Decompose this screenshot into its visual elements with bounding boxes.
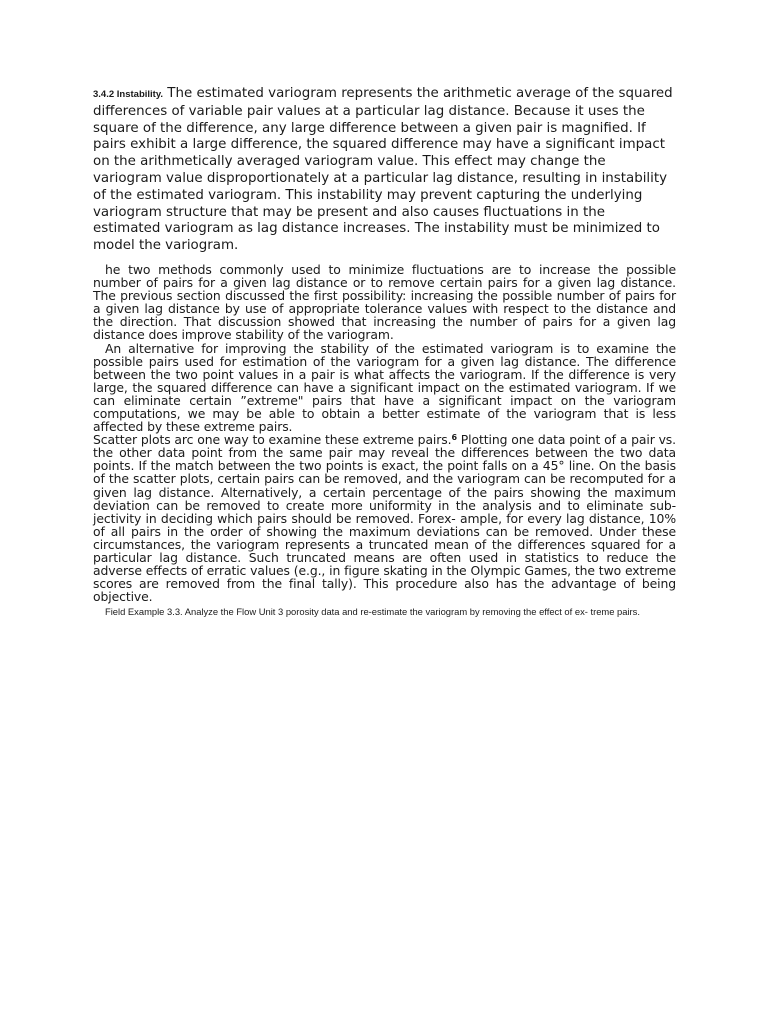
field-example-caption: Field Example 3.3. Analyze the Flow Unit 3 porosity data and re-estimate the variogram by removing the effect of ex- treme pairs. — [105, 606, 640, 618]
alternative-paragraph: An alternative for improving the stability of the estimated variogram is to examine the possible pairs used for estimation of the variogram for a given lag distance. The difference between the two point values in a pair is what affects the variogram. If the difference is very large, the squared difference can have a significant impact on the estimated variogram. If we can eliminate certain ”extreme" pairs that have a significant impact on the variogram computations, we may be able to obtain a better estimate of the variogram that is less affected by these extreme pairs. — [93, 340, 676, 435]
scatter-rest-text: Plotting one data point of a pair vs. the other data point from the same pair may reveal the differences between the two data points. If the match between the two points is exact, the point falls on a 45° line. On the basis of the scatter plots, certain pairs can be removed, and the variogram can be recomputed for a given lag distance. Alternatively, a certain percentage of the pairs showing the maximum deviation can be removed to create more uniformity in the analysis and to eliminate sub- jectivity in deciding which pairs should be removed. Forex- ample, for every lag distance, 10% of all pairs in the order of showing the maximum deviations can be removed. Under these circumstances, the variogram represents a truncated mean of the differences squared for a particular lag distance. Such truncated means are often used in statistics to reduce the adverse effects of erratic values (e.g., in figure skating in the Olympic Games, the two extreme scores are removed from the final tally). This procedure also has the advantage of being objective. — [93, 432, 676, 605]
methods-paragraph: he two methods commonly used to minimize fluctuations are to increase the possible number of pairs for a given lag distance or to remove certain pairs for a given lag distance. The previous section discussed the first possibility: increasing the possible number of pairs for a given lag distance by use of appropriate tolerance values with respect to the distance and the direction. That discussion showed that increasing the number of pairs for a given lag distance does improve stability of the variogram. — [93, 261, 676, 343]
scatter-plots-paragraph — [93, 433, 676, 603]
instability-intro-paragraph — [93, 86, 676, 255]
intro-text: The estimated variogram represents the arithmetic average of the squared differences of variable pair values at a particular lag distance. Because it uses the square of the difference, any large difference between a given pair is magnified. If pairs exhibit a large difference, the squared difference may have a significant impact on the arithmetically averaged variogram value. This effect may change the variogram value disproportionately at a particular lag distance, resulting in instability of the estimated variogram. This instability may prevent capturing the underlying variogram structure that may be present and also causes fluctuations in the estimated variogram as lag distance increases. The instability must be minimized to model the variogram. — [93, 86, 673, 254]
section-heading: 3.4.2 Instability. — [93, 89, 164, 100]
document-page — [93, 86, 676, 619]
scatter-lead-text: Scatter plots arc one way to examine these extreme pairs. — [93, 432, 452, 448]
footnote-marker: 6 — [451, 433, 457, 443]
